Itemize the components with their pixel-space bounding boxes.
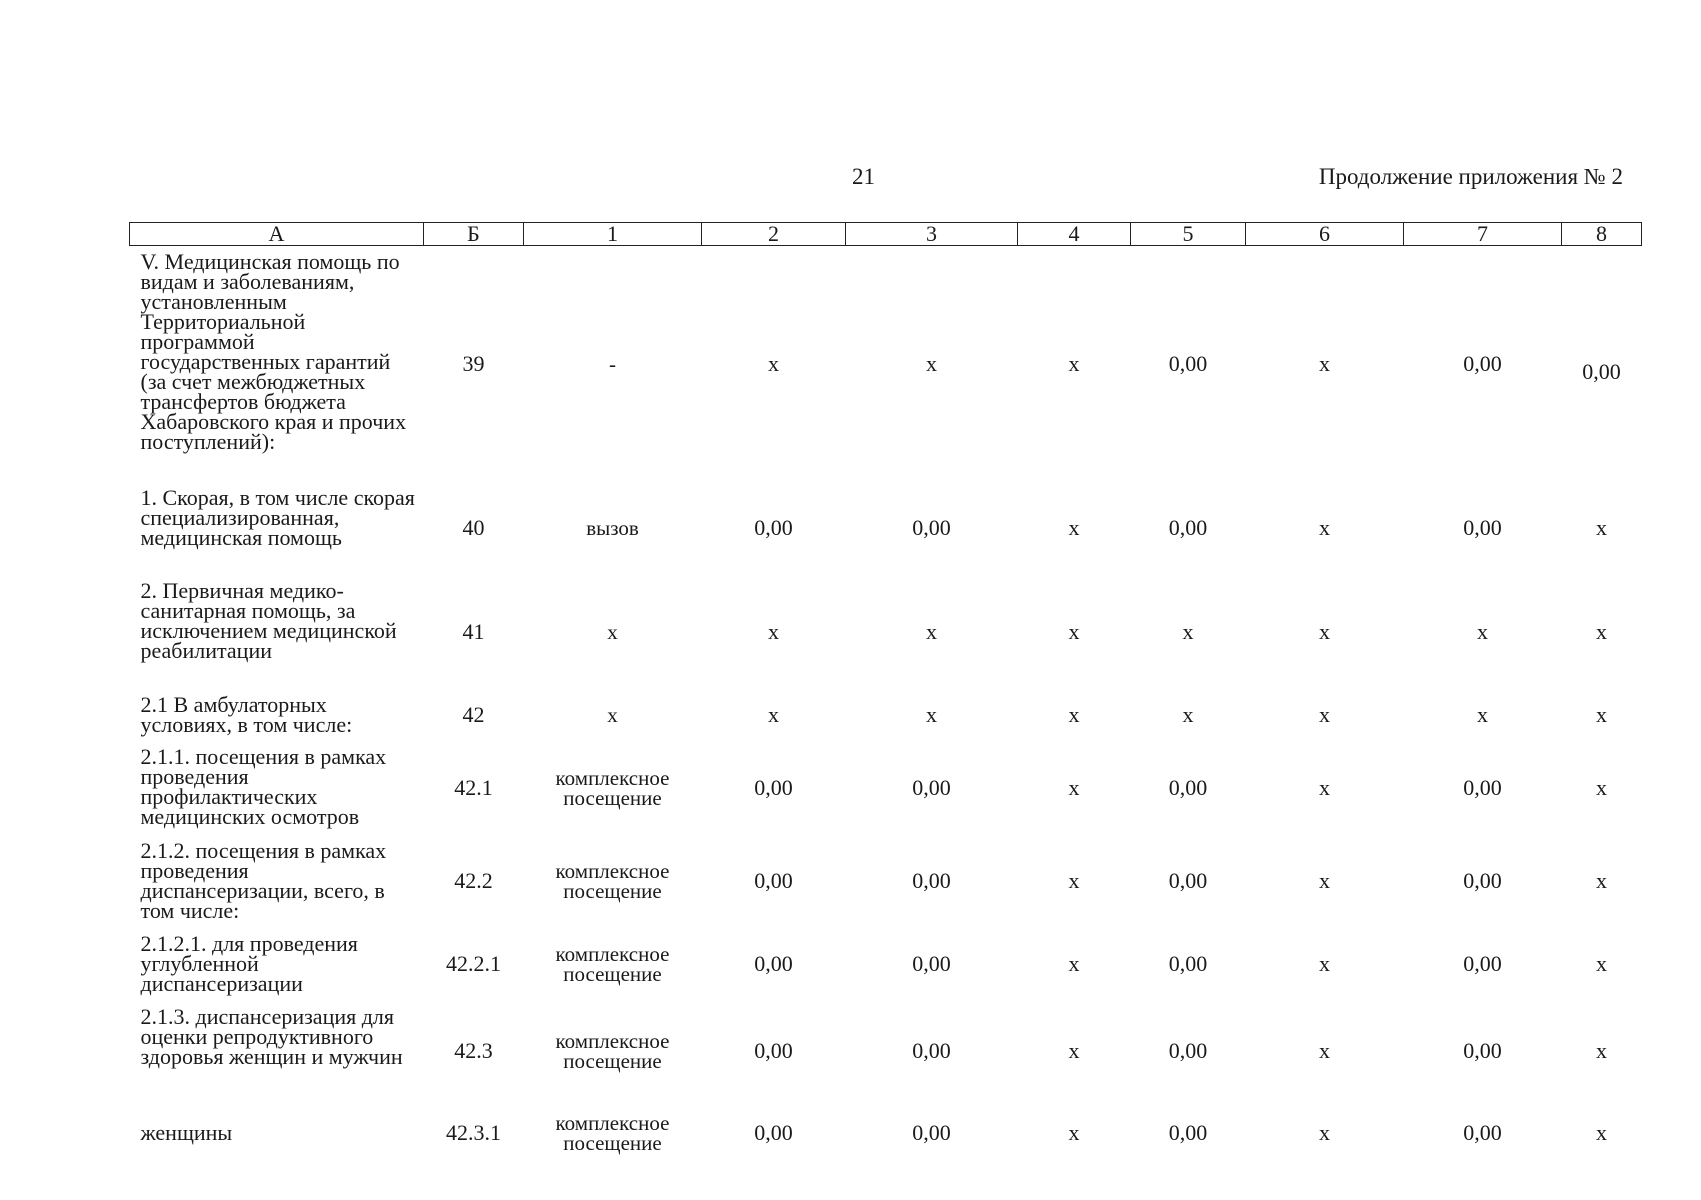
table-row (130, 1102, 1642, 1164)
row-line-number: 42.1 (454, 774, 493, 800)
header-row (130, 223, 1642, 246)
row-cell-5: 0,00 (1168, 951, 1208, 976)
row-cell-5: 0,00 (1168, 350, 1208, 376)
table-row (130, 575, 1642, 689)
column-header-5: 5 (1131, 223, 1246, 246)
row-cell-2: 0,00 (754, 951, 793, 976)
row-cell-6: х (1319, 701, 1330, 727)
row-line-number: 42 (462, 701, 485, 727)
row-cell-5: х (1182, 701, 1194, 727)
row-cell-2: х (768, 701, 779, 727)
row-cell-7: 0,00 (1463, 515, 1502, 540)
table-row (130, 835, 1642, 928)
row-cell-3: 0,00 (912, 868, 951, 893)
row-cell-2: 0,00 (754, 774, 793, 800)
row-cell-8: х (1596, 1038, 1607, 1063)
row-description: V. Медицинская помощь по видам и заболеваниям, установленным Территориальной программой государственных гарантий (за счет межбюджетных трансфертов бюджета Хабаровского края и прочих поступлений): (140, 249, 407, 454)
row-line-number: 41 (462, 618, 485, 644)
appendix-title: Продолжение приложения № 2 (1318, 164, 1623, 189)
row-cell-8: х (1596, 515, 1607, 540)
row-cell-6: х (1319, 774, 1330, 800)
row-unit: комплексное посещение (555, 1029, 670, 1073)
row-cell-4: х (1068, 701, 1080, 727)
data-table (129, 222, 1642, 1164)
row-cell-3: х (926, 618, 937, 644)
row-cell-7: х (1477, 618, 1488, 644)
row-unit: комплексное посещение (555, 1110, 670, 1155)
row-cell-7: 0,00 (1463, 1038, 1502, 1063)
row-cell-8: х (1596, 701, 1607, 727)
row-unit: х (607, 619, 618, 644)
row-cell-6: х (1319, 618, 1330, 644)
row-cell-7: 0,00 (1463, 1119, 1502, 1145)
column-header-1: 1 (524, 223, 702, 246)
row-cell-8: х (1596, 774, 1607, 800)
row-description: 2.1.1. посещения в рамках проведения профилактических медицинских осмотров (140, 743, 387, 829)
row-cell-8: х (1596, 951, 1607, 976)
row-cell-5: 0,00 (1168, 868, 1208, 893)
row-cell-2: х (768, 350, 779, 376)
column-header-7: 7 (1404, 223, 1562, 246)
row-cell-4: х (1068, 350, 1080, 376)
row-cell-4: х (1068, 618, 1080, 644)
row-cell-7: 0,00 (1463, 774, 1502, 800)
row-cell-5: 0,00 (1168, 774, 1208, 800)
row-cell-6: х (1319, 350, 1330, 376)
row-cell-2: 0,00 (754, 1119, 793, 1145)
row-cell-5: 0,00 (1168, 515, 1208, 540)
row-description: 2.1.3. диспансеризация для оценки репродуктивного здоровья женщин и мужчин (140, 1003, 403, 1069)
row-line-number: 40 (462, 515, 485, 540)
table-row (130, 1001, 1642, 1102)
table-row (130, 928, 1642, 1001)
row-line-number: 42.2 (454, 868, 493, 893)
row-cell-4: х (1068, 515, 1080, 540)
row-cell-7: х (1477, 701, 1488, 727)
row-cell-5: 0,00 (1168, 1119, 1208, 1145)
row-cell-7: 0,00 (1463, 868, 1502, 893)
row-description: женщины (140, 1119, 233, 1145)
row-cell-4: х (1068, 1119, 1080, 1145)
row-cell-3: 0,00 (912, 1119, 951, 1145)
row-cell-6: х (1319, 515, 1330, 540)
row-cell-3: 0,00 (912, 515, 951, 540)
row-cell-6: х (1319, 1038, 1330, 1063)
column-header-6: 6 (1246, 223, 1404, 246)
row-cell-3: 0,00 (912, 774, 951, 800)
column-header-2: 2 (702, 223, 846, 246)
row-cell-2: х (768, 618, 779, 644)
row-unit: комплексное посещение (555, 942, 670, 986)
row-line-number: 42.3.1 (446, 1119, 501, 1145)
row-cell-5: х (1182, 618, 1194, 644)
row-cell-4: х (1068, 868, 1080, 893)
row-cell-8: х (1596, 1119, 1607, 1145)
row-cell-8: 0,00 (1582, 358, 1621, 384)
row-cell-5: 0,00 (1168, 1038, 1208, 1063)
column-header-8: 8 (1562, 223, 1642, 246)
column-header-a: А (130, 223, 424, 246)
row-line-number: 39 (462, 350, 485, 376)
row-cell-8: х (1596, 618, 1607, 644)
table-row (130, 246, 1642, 482)
row-cell-7: 0,00 (1463, 951, 1502, 976)
table-row (130, 689, 1642, 741)
row-unit: вызов (586, 516, 639, 540)
column-header-3: 3 (846, 223, 1018, 246)
row-unit: х (607, 702, 618, 727)
column-header-4: 4 (1018, 223, 1131, 246)
row-cell-6: х (1319, 951, 1330, 976)
data-table-container (129, 222, 1641, 1164)
page-number: 21 (852, 164, 875, 189)
row-cell-4: х (1068, 774, 1080, 800)
row-cell-2: 0,00 (754, 1038, 793, 1063)
row-description: 2.1.2. посещения в рамках проведения диспансеризации, всего, в том числе: (140, 837, 387, 923)
row-unit: комплексное посещение (555, 859, 670, 903)
row-cell-4: х (1068, 951, 1080, 976)
row-cell-7: 0,00 (1463, 350, 1502, 376)
table-body (130, 246, 1642, 1164)
row-cell-6: х (1319, 1119, 1330, 1145)
row-cell-3: 0,00 (912, 1038, 951, 1063)
row-unit: комплексное посещение (555, 765, 670, 810)
row-description: 1. Скорая, в том числе скорая специализированная, медицинская помощь (140, 484, 415, 550)
table-row (130, 482, 1642, 575)
row-cell-3: х (926, 350, 937, 376)
row-cell-8: х (1596, 868, 1607, 893)
row-cell-4: х (1068, 1038, 1080, 1063)
table-row (130, 741, 1642, 835)
column-header-b: Б (424, 223, 524, 246)
row-unit: - (609, 351, 616, 376)
row-line-number: 42.2.1 (446, 951, 501, 976)
row-cell-2: 0,00 (754, 868, 793, 893)
row-cell-2: 0,00 (754, 515, 793, 540)
row-cell-3: 0,00 (912, 951, 951, 976)
row-cell-6: х (1319, 868, 1330, 893)
table-header (130, 223, 1642, 246)
row-description: 2.1.2.1. для проведения углубленной диспансеризации (140, 930, 358, 996)
row-cell-3: х (926, 701, 937, 727)
row-description: 2.1 В амбулаторных условиях, в том числе: (140, 691, 353, 737)
row-description: 2. Первичная медико-санитарная помощь, за исключением медицинской реабилитации (140, 577, 397, 663)
row-line-number: 42.3 (454, 1038, 493, 1063)
